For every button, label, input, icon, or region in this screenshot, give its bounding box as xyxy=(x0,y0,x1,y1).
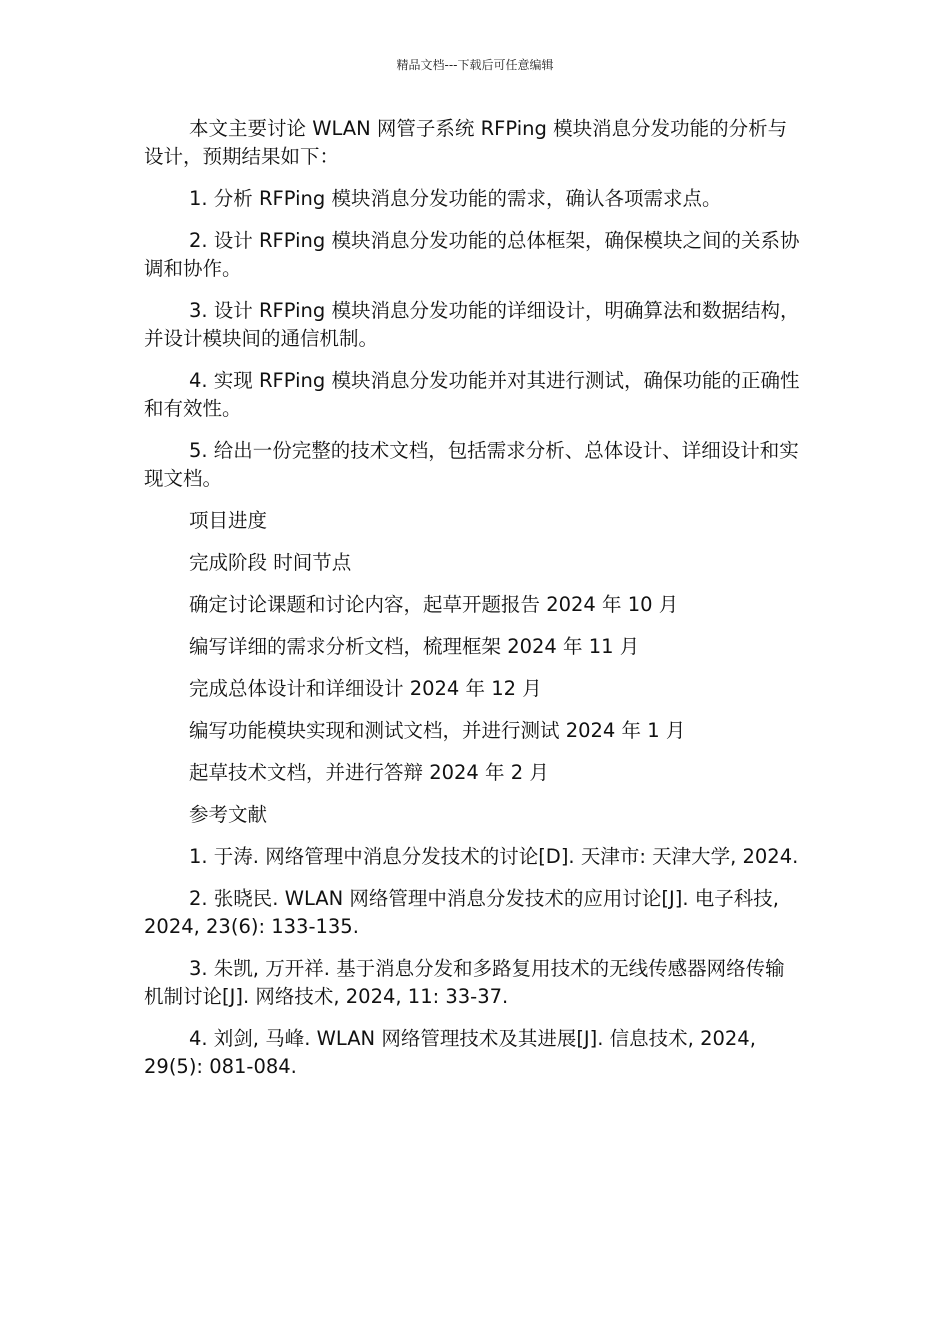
reference-item: 4. 刘剑, 马峰. WLAN 网络管理技术及其进展[J]. 信息技术, 2024, 29(5): 081-084. xyxy=(144,1027,756,1078)
schedule-heading: 项目进度 xyxy=(189,509,268,532)
expected-result-item: 3. 设计 RFPing 模块消息分发功能的详细设计，明确算法和数据结构，并设计模块间的通信机制。 xyxy=(144,299,800,350)
references-heading: 参考文献 xyxy=(189,803,268,826)
expected-result-item: 5. 给出一份完整的技术文档，包括需求分析、总体设计、详细设计和实现文档。 xyxy=(144,439,799,490)
reference-item: 2. 张晓民. WLAN 网络管理中消息分发技术的应用讨论[J]. 电子科技, 2024, 23(6): 133-135. xyxy=(144,887,779,938)
reference-item: 3. 朱凯, 万开祥. 基于消息分发和多路复用技术的无线传感器网络传输机制讨论[J]. 网络技术, 2024, 11: 33-37. xyxy=(144,957,785,1008)
expected-result-item: 2. 设计 RFPing 模块消息分发功能的总体框架，确保模块之间的关系协调和协作。 xyxy=(144,229,800,280)
expected-result-item: 1. 分析 RFPing 模块消息分发功能的需求，确认各项需求点。 xyxy=(189,187,722,210)
schedule-row: 起草技术文档，并进行答辩 2024 年 2 月 xyxy=(189,761,549,784)
intro-paragraph: 本文主要讨论 WLAN 网管子系统 RFPing 模块消息分发功能的分析与设计，预期结果如下： xyxy=(144,117,788,168)
schedule-row: 完成总体设计和详细设计 2024 年 12 月 xyxy=(189,677,542,700)
page-header: 精品文档---下载后可任意编辑 xyxy=(396,58,554,72)
schedule-row: 编写详细的需求分析文档，梳理框架 2024 年 11 月 xyxy=(189,635,640,658)
schedule-row: 确定讨论课题和讨论内容，起草开题报告 2024 年 10 月 xyxy=(189,593,679,616)
schedule-row: 编写功能模块实现和测试文档，并进行测试 2024 年 1 月 xyxy=(189,719,686,742)
expected-result-item: 4. 实现 RFPing 模块消息分发功能并对其进行测试，确保功能的正确性和有效性。 xyxy=(144,369,800,420)
reference-item: 1. 于涛. 网络管理中消息分发技术的讨论[D]. 天津市: 天津大学, 2024. xyxy=(189,845,799,868)
schedule-column-headers: 完成阶段 时间节点 xyxy=(189,551,352,574)
document-body xyxy=(144,115,804,1095)
